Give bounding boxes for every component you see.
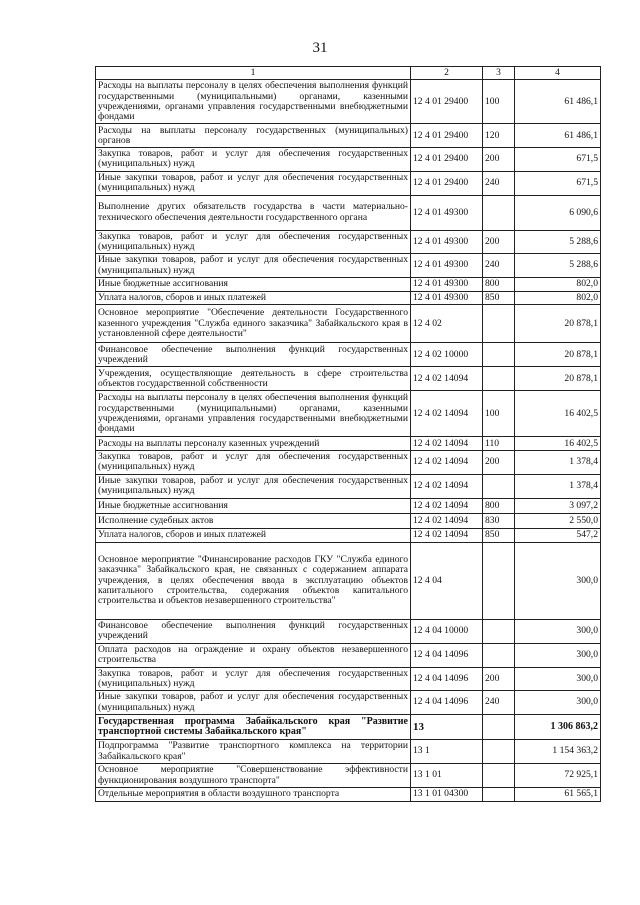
table-row: [96, 343, 601, 367]
row-name-cell: Уплата налогов, сборов и иных платежей: [96, 292, 411, 305]
table-row: [96, 292, 601, 305]
row-code-cell: 12 4 04 10000: [411, 619, 483, 643]
row-amount-cell: 3 097,2: [515, 498, 601, 513]
row-expense-type-cell: [483, 619, 515, 643]
row-name-cell: Подпрограмма "Развитие транспортного комплекса на территории Забайкальского края": [96, 740, 411, 764]
row-code-cell: 12 4 01 49300: [411, 254, 483, 278]
row-code-cell: 12 4 04: [411, 542, 483, 619]
table-header-row: [96, 67, 601, 80]
row-name-cell: Основное мероприятие "Обеспечение деятельности Государственного казенного учреждения "Служба единого заказчика" Забайкальского края в установленной сфере деятельности": [96, 305, 411, 343]
budget-table: [95, 66, 601, 802]
row-code-cell: 12 4 02: [411, 305, 483, 343]
row-amount-cell: 671,5: [515, 148, 601, 171]
row-expense-type-cell: [483, 305, 515, 343]
row-name-cell: Иные бюджетные ассигнования: [96, 278, 411, 292]
table-row: [96, 498, 601, 513]
row-amount-cell: 547,2: [515, 528, 601, 542]
row-code-cell: 13 1 01 04300: [411, 788, 483, 802]
row-amount-cell: 1 378,4: [515, 474, 601, 498]
row-code-cell: 12 4 02 14094: [411, 391, 483, 437]
row-name-cell: Финансовое обеспечение выполнения функций государственных учреждений: [96, 619, 411, 643]
row-amount-cell: 20 878,1: [515, 305, 601, 343]
column-header-4: 4: [515, 67, 601, 80]
row-expense-type-cell: [483, 715, 515, 740]
row-name-cell: Учреждения, осуществляющие деятельность в сфере строительства объектов государственной собственности: [96, 367, 411, 391]
row-amount-cell: 671,5: [515, 171, 601, 195]
row-expense-type-cell: [483, 195, 515, 230]
row-amount-cell: 300,0: [515, 667, 601, 690]
row-name-cell: Иные закупки товаров, работ и услуг для обеспечения государственных (муниципальных) нужд: [96, 691, 411, 715]
table-row: [96, 148, 601, 171]
table-row: [96, 367, 601, 391]
page-number: 31: [312, 40, 328, 56]
row-amount-cell: 20 878,1: [515, 367, 601, 391]
table-row: [96, 619, 601, 643]
row-code-cell: 12 4 02 14094: [411, 528, 483, 542]
row-amount-cell: 1 154 363,2: [515, 740, 601, 764]
row-code-cell: 12 4 01 29400: [411, 80, 483, 124]
table-row: [96, 643, 601, 667]
row-name-cell: Основное мероприятие "Совершенствование эффективности функционирования воздушного транспорта": [96, 764, 411, 788]
row-expense-type-cell: [483, 343, 515, 367]
row-amount-cell: 20 878,1: [515, 343, 601, 367]
row-expense-type-cell: 850: [483, 292, 515, 305]
row-name-cell: Исполнение судебных актов: [96, 513, 411, 528]
row-code-cell: 12 4 02 14094: [411, 437, 483, 451]
row-amount-cell: 61 486,1: [515, 80, 601, 124]
row-amount-cell: 300,0: [515, 619, 601, 643]
row-code-cell: 12 4 04 14096: [411, 667, 483, 690]
table-row: [96, 230, 601, 253]
row-code-cell: 12 4 04 14096: [411, 691, 483, 715]
row-name-cell: Расходы на выплаты персоналу в целях обеспечения выполнения функций государственными (муниципальными) органами, казенными учреждениями, органами управления государственными внебюджетными фондами: [96, 391, 411, 437]
row-expense-type-cell: 240: [483, 171, 515, 195]
row-name-cell: Расходы на выплаты персоналу государственных (муниципальных) органов: [96, 124, 411, 148]
row-amount-cell: 1 306 863,2: [515, 715, 601, 740]
row-name-cell: Оплата расходов на ограждение и охрану объектов незавершенного строительства: [96, 643, 411, 667]
row-code-cell: 12 4 01 29400: [411, 124, 483, 148]
row-expense-type-cell: 200: [483, 451, 515, 474]
row-amount-cell: 72 925,1: [515, 764, 601, 788]
row-expense-type-cell: [483, 788, 515, 802]
row-expense-type-cell: [483, 474, 515, 498]
table-row: [96, 528, 601, 542]
row-code-cell: 13 1 01: [411, 764, 483, 788]
table-row: [96, 195, 601, 230]
row-name-cell: Иные бюджетные ассигнования: [96, 498, 411, 513]
table-row: [96, 305, 601, 343]
row-expense-type-cell: 100: [483, 80, 515, 124]
row-expense-type-cell: 110: [483, 437, 515, 451]
row-code-cell: 12 4 01 49300: [411, 195, 483, 230]
row-name-cell: Уплата налогов, сборов и иных платежей: [96, 528, 411, 542]
row-code-cell: 12 4 02 10000: [411, 343, 483, 367]
row-amount-cell: 5 288,6: [515, 230, 601, 253]
row-expense-type-cell: 200: [483, 230, 515, 253]
row-name-cell: Закупка товаров, работ и услуг для обеспечения государственных (муниципальных) нужд: [96, 667, 411, 690]
column-header-1: 1: [96, 67, 411, 80]
row-name-cell: Закупка товаров, работ и услуг для обеспечения государственных (муниципальных) нужд: [96, 451, 411, 474]
table-row: [96, 740, 601, 764]
row-expense-type-cell: [483, 367, 515, 391]
row-expense-type-cell: [483, 643, 515, 667]
row-name-cell: Финансовое обеспечение выполнения функций государственных учреждений: [96, 343, 411, 367]
row-name-cell: Основное мероприятие "Финансирование расходов ГКУ "Служба единого заказчика" Забайкальского края, не связанных с содержанием аппарата учреждения, в целях обеспечения ввода в эксплуатацию объектов капитального строительства, содержания объектов капитального строительства и объектов незавершенного строительства": [96, 542, 411, 619]
row-amount-cell: 61 486,1: [515, 124, 601, 148]
row-amount-cell: 802,0: [515, 292, 601, 305]
row-code-cell: 12 4 02 14094: [411, 474, 483, 498]
row-amount-cell: 300,0: [515, 542, 601, 619]
table-row: [96, 80, 601, 124]
table-body: [96, 80, 601, 802]
row-code-cell: 13: [411, 715, 483, 740]
row-expense-type-cell: 200: [483, 667, 515, 690]
table-row: [96, 715, 601, 740]
row-amount-cell: 6 090,6: [515, 195, 601, 230]
table-row: [96, 278, 601, 292]
row-amount-cell: 5 288,6: [515, 254, 601, 278]
row-expense-type-cell: [483, 740, 515, 764]
row-amount-cell: 300,0: [515, 643, 601, 667]
row-amount-cell: 300,0: [515, 691, 601, 715]
row-code-cell: 12 4 01 49300: [411, 278, 483, 292]
row-amount-cell: 16 402,5: [515, 391, 601, 437]
row-expense-type-cell: 120: [483, 124, 515, 148]
row-name-cell: Иные закупки товаров, работ и услуг для обеспечения государственных (муниципальных) нужд: [96, 474, 411, 498]
column-header-2: 2: [411, 67, 483, 80]
table-row: [96, 171, 601, 195]
table-row: [96, 124, 601, 148]
row-name-cell: Закупка товаров, работ и услуг для обеспечения государственных (муниципальных) нужд: [96, 230, 411, 253]
row-code-cell: 12 4 04 14096: [411, 643, 483, 667]
row-expense-type-cell: 240: [483, 691, 515, 715]
row-amount-cell: 16 402,5: [515, 437, 601, 451]
row-code-cell: 12 4 02 14094: [411, 451, 483, 474]
row-amount-cell: 2 550,0: [515, 513, 601, 528]
row-expense-type-cell: [483, 542, 515, 619]
table-row: [96, 391, 601, 437]
row-name-cell: Государственная программа Забайкальского края "Развитие транспортной системы Забайкальского края": [96, 715, 411, 740]
row-name-cell: Выполнение других обязательств государства в части материально-технического обеспечения деятельности государственного органа: [96, 195, 411, 230]
table-row: [96, 788, 601, 802]
row-code-cell: 12 4 01 49300: [411, 230, 483, 253]
row-code-cell: 12 4 02 14094: [411, 513, 483, 528]
row-expense-type-cell: 200: [483, 148, 515, 171]
table-row: [96, 542, 601, 619]
row-amount-cell: 1 378,4: [515, 451, 601, 474]
column-header-3: 3: [483, 67, 515, 80]
row-name-cell: Расходы на выплаты персоналу казенных учреждений: [96, 437, 411, 451]
row-name-cell: Иные закупки товаров, работ и услуг для обеспечения государственных (муниципальных) нужд: [96, 171, 411, 195]
row-expense-type-cell: 830: [483, 513, 515, 528]
row-code-cell: 12 4 01 29400: [411, 171, 483, 195]
row-code-cell: 13 1: [411, 740, 483, 764]
table-row: [96, 451, 601, 474]
row-amount-cell: 802,0: [515, 278, 601, 292]
row-name-cell: Закупка товаров, работ и услуг для обеспечения государственных (муниципальных) нужд: [96, 148, 411, 171]
table-row: [96, 667, 601, 690]
table-row: [96, 474, 601, 498]
row-code-cell: 12 4 01 29400: [411, 148, 483, 171]
row-name-cell: Расходы на выплаты персоналу в целях обеспечения выполнения функций государственными (муниципальными) органами, казенными учреждениями, органами управления государственными внебюджетными фондами: [96, 80, 411, 124]
table-row: [96, 513, 601, 528]
row-expense-type-cell: 800: [483, 278, 515, 292]
table-row: [96, 691, 601, 715]
row-expense-type-cell: [483, 764, 515, 788]
row-name-cell: Иные закупки товаров, работ и услуг для обеспечения государственных (муниципальных) нужд: [96, 254, 411, 278]
row-expense-type-cell: 100: [483, 391, 515, 437]
row-code-cell: 12 4 01 49300: [411, 292, 483, 305]
row-name-cell: Отдельные мероприятия в области воздушного транспорта: [96, 788, 411, 802]
table-row: [96, 437, 601, 451]
table-row: [96, 254, 601, 278]
row-expense-type-cell: 800: [483, 498, 515, 513]
row-expense-type-cell: 240: [483, 254, 515, 278]
row-code-cell: 12 4 02 14094: [411, 498, 483, 513]
row-expense-type-cell: 850: [483, 528, 515, 542]
table-row: [96, 764, 601, 788]
row-code-cell: 12 4 02 14094: [411, 367, 483, 391]
row-amount-cell: 61 565,1: [515, 788, 601, 802]
